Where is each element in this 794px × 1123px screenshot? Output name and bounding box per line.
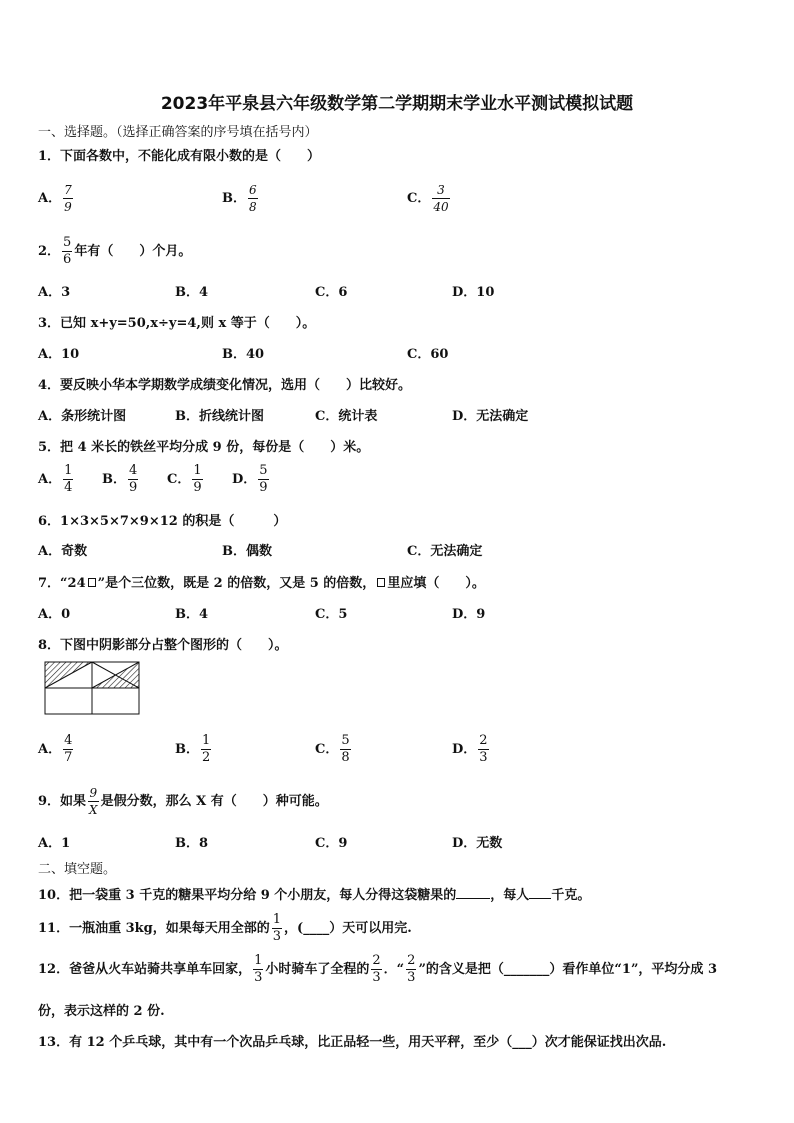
q1-option-b <box>222 182 260 215</box>
q4-option-c: C．统计表 <box>315 409 378 424</box>
section-heading-fill: 二、填空题。 <box>38 862 117 877</box>
shaded-figure-svg <box>44 661 140 715</box>
fraction: $\frac{1}{3}$ <box>254 953 263 985</box>
q1-option-a <box>38 182 75 215</box>
q5-option-a: A． $\frac{1}{4}$ <box>38 463 73 495</box>
q7-option-b: B．4 <box>175 607 209 622</box>
option-label: A． <box>38 191 62 206</box>
q9-option-c: C．9 <box>315 836 348 851</box>
fraction: $\frac{2}{3}$ <box>407 953 416 985</box>
question-8: 8．下图中阴影部分占整个图形的（ ）。 <box>38 638 288 653</box>
q7-option-d: D．9 <box>452 607 486 622</box>
question-9: 9．如果 $\frac{9}{X}$ 是假分数，那么 X 有（ ）种可能。 <box>38 786 328 817</box>
q5-option-c: C． $\frac{1}{9}$ <box>167 463 202 495</box>
q6-option-b: B．偶数 <box>222 544 272 559</box>
q4-option-d: D．无法确定 <box>452 409 529 424</box>
option-label: C． <box>407 191 431 206</box>
option-label: B． <box>222 191 246 206</box>
shaded-figure <box>44 661 140 719</box>
section-heading-choice: 一、选择题。（选择正确答案的序号填在括号内） <box>38 125 318 140</box>
square-box-icon <box>88 578 96 587</box>
q4-option-a: A．条形统计图 <box>38 409 127 424</box>
q2-option-d: D．10 <box>452 285 495 300</box>
q3-option-c: C．60 <box>407 347 449 362</box>
fraction: $\frac{4}{7}$ <box>64 733 73 765</box>
q7-option-c: C．5 <box>315 607 348 622</box>
question-1: 1．下面各数中，不能化成有限小数的是（ ） <box>38 149 321 164</box>
q8-option-a: A． $\frac{4}{7}$ <box>38 733 73 765</box>
question-11: 11．一瓶油重 3kg，如果每天用全部的 $\frac{1}{3}$ ，(____）天可以用完. <box>38 912 412 944</box>
q8-option-c: C． $\frac{5}{8}$ <box>315 733 350 765</box>
q2-option-a: A．3 <box>38 285 71 300</box>
q6-option-c: C．无法确定 <box>407 544 483 559</box>
q4-option-b: B．折线统计图 <box>175 409 264 424</box>
q3-option-b: B．40 <box>222 347 265 362</box>
fraction: $\frac{2}{3}$ <box>479 733 488 765</box>
question-13: 13．有 12 个乒乓球，其中有一个次品乒乓球，比正品轻一些，用天平秤，至少（___）次才能保证找出次品. <box>38 1035 667 1050</box>
q5-option-b: B． $\frac{4}{9}$ <box>102 463 138 495</box>
answer-blank <box>456 886 490 899</box>
fraction: $\frac{7}{9}$ <box>64 183 72 214</box>
q1-option-c <box>407 182 452 215</box>
question-3: 3．已知 x+y=50,x÷y=4,则 x 等于（ ）。 <box>38 316 316 331</box>
fraction: $\frac{1}{2}$ <box>202 733 211 765</box>
fraction: $\frac{5}{9}$ <box>259 463 268 495</box>
answer-blank <box>529 886 551 899</box>
question-7: 7．“24 ”是个三位数，既是 2 的倍数，又是 5 的倍数， 里应填（ ）。 <box>38 576 485 591</box>
fraction: $\frac{5}{6}$ <box>63 235 72 267</box>
question-10: 10．把一袋重 3 千克的糖果平均分给 9 个小朋友，每人分得这袋糖果的 ，每人 千克。 <box>38 888 591 903</box>
q6-option-a: A．奇数 <box>38 544 88 559</box>
q2-option-b: B．4 <box>175 285 209 300</box>
q5-option-d: D． $\frac{5}{9}$ <box>232 463 268 495</box>
fraction: $\frac{2}{3}$ <box>372 953 381 985</box>
q2-option-c: C．6 <box>315 285 348 300</box>
fraction: $\frac{1}{4}$ <box>64 463 73 495</box>
question-2: 2． $\frac{5}{6}$ 年有（ ）个月。 <box>38 235 192 267</box>
fraction: $\frac{5}{8}$ <box>341 733 350 765</box>
fraction: $\frac{9}{X}$ <box>89 786 98 817</box>
square-box-icon <box>377 578 385 587</box>
fraction: $\frac{6}{8}$ <box>249 183 257 214</box>
q8-option-d: D． $\frac{2}{3}$ <box>452 733 488 765</box>
fraction: $\frac{1}{3}$ <box>272 912 282 944</box>
page-title: 2023年平泉县六年级数学第二学期期末学业水平测试模拟试题 <box>160 94 634 114</box>
fraction: $\frac{3}{40}$ <box>433 183 449 214</box>
q7-option-a: A．0 <box>38 607 71 622</box>
q8-option-b: B． $\frac{1}{2}$ <box>175 733 211 765</box>
q9-option-d: D．无数 <box>452 836 503 851</box>
q9-option-a: A．1 <box>38 836 71 851</box>
fraction: $\frac{1}{9}$ <box>193 463 202 495</box>
q3-option-a: A．10 <box>38 347 80 362</box>
question-5: 5．把 4 米长的铁丝平均分成 9 份，每份是（ ）米。 <box>38 440 370 455</box>
question-12-continued: 份，表示这样的 2 份. <box>38 1004 165 1019</box>
question-4: 4．要反映小华本学期数学成绩变化情况，选用（ ）比较好。 <box>38 378 412 393</box>
q9-option-b: B．8 <box>175 836 209 851</box>
question-6: 6．1×3×5×7×9×12 的积是（ ） <box>38 514 287 529</box>
question-12: 12．爸爸从火车站骑共享单车回家， $\frac{1}{3}$ 小时骑车了全程的 $\frac{2}{3}$ ．“ $\frac{2}{3}$ ”的含义是把（_______）看作单位“1”，平均分成 3 <box>38 953 717 985</box>
fraction: $\frac{4}{9}$ <box>129 463 138 495</box>
